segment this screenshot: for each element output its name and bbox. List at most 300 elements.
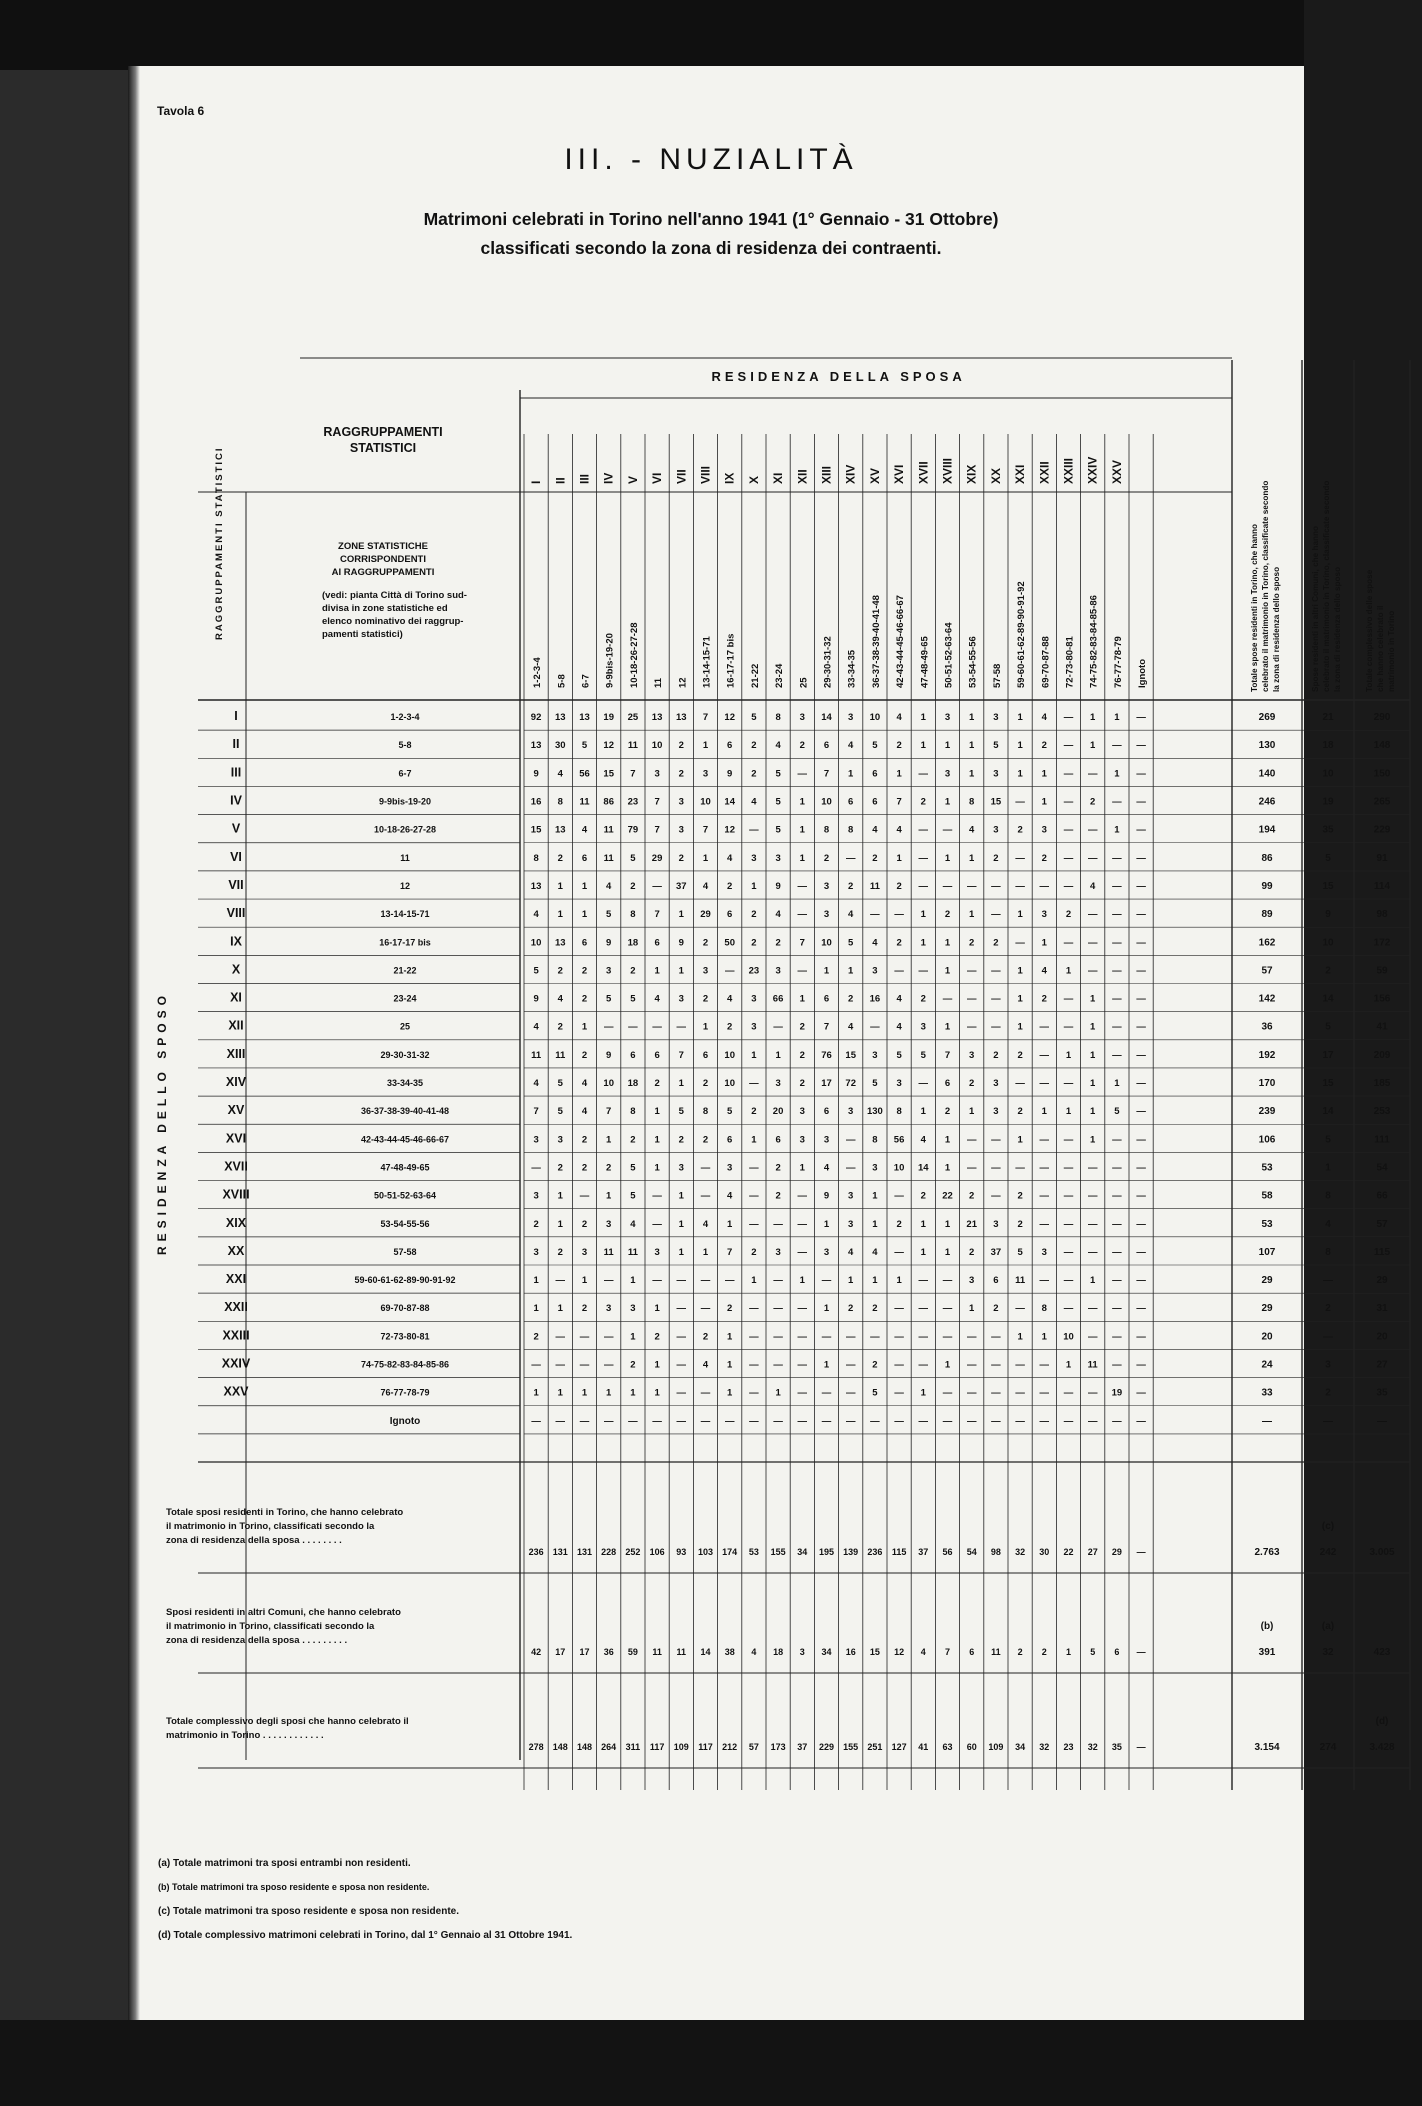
col-zone-label: 25 (798, 677, 810, 688)
table-cell: — (628, 1415, 638, 1427)
table-cell: 1 (606, 1134, 612, 1146)
table-cell: 6 (654, 937, 660, 949)
col-zone-label: 1-2-3-4 (532, 657, 544, 688)
table-cell: 1 (920, 909, 926, 921)
table-cell: — (676, 1415, 687, 1427)
footer-cell: 5 (1090, 1647, 1096, 1657)
table-cell: 7 (727, 1246, 733, 1258)
row-zone-label: 29-30-31-32 (380, 1049, 430, 1060)
row-total-cell: 239 (1258, 1106, 1276, 1118)
table-cell: — (870, 909, 880, 921)
table-cell: — (1136, 880, 1146, 892)
table-cell: 5 (581, 740, 588, 752)
row-group-label: XIV (225, 1075, 247, 1090)
table-cell: 2 (1017, 1049, 1023, 1061)
row-total-cell: 115 (1373, 1246, 1391, 1258)
table-cell: — (652, 1415, 662, 1427)
table-cell: 2 (993, 937, 999, 949)
footer-cell: 7 (944, 1647, 951, 1657)
side-header-2: Spose residenti in altri Comuni, che hanno (1311, 525, 1320, 692)
table-cell: 1 (1041, 796, 1047, 808)
footer-cell: 109 (988, 1742, 1004, 1752)
table-cell: — (652, 1218, 662, 1230)
table-cell: 8 (1041, 1303, 1047, 1315)
table-cell: 1 (727, 1331, 733, 1343)
table-cell: — (652, 880, 662, 892)
table-cell: — (845, 1162, 856, 1174)
footer-cell: — (1136, 1647, 1146, 1657)
table-cell: 1 (775, 1049, 781, 1061)
row-total-cell: 172 (1373, 937, 1391, 949)
table-cell: 3 (678, 824, 684, 836)
table-cell: — (555, 1415, 566, 1427)
table-cell: 11 (603, 852, 614, 864)
row-group-label: VI (230, 849, 242, 864)
table-cell: — (845, 1359, 856, 1371)
table-cell: 2 (872, 852, 878, 864)
table-cell: 15 (845, 1049, 856, 1061)
footer-cell: 34 (797, 1547, 808, 1557)
table-cell: — (603, 1415, 614, 1427)
col-zone-label: 23-24 (774, 663, 786, 688)
col-group-label: XI (771, 472, 786, 484)
table-cell: 4 (1090, 880, 1096, 892)
table-cell: 2 (533, 1331, 539, 1343)
table-cell: — (1063, 937, 1074, 949)
row-total-cell: 4 (1325, 1218, 1331, 1230)
row-total-cell: 5 (1325, 852, 1331, 864)
footer-cell: 148 (552, 1742, 568, 1752)
table-cell: 3 (533, 1190, 539, 1202)
row-total-cell: 98 (1376, 909, 1388, 921)
table-cell: — (1112, 1415, 1122, 1427)
row-total-cell: 24 (1261, 1359, 1273, 1371)
table-cell: 2 (630, 880, 636, 892)
table-cell: 5 (775, 768, 781, 780)
table-cell: 8 (775, 712, 781, 724)
table-cell: 4 (557, 993, 563, 1005)
table-cell: — (676, 1275, 687, 1287)
footer-cell: 1 (1065, 1647, 1072, 1657)
table-cell: 1 (654, 1106, 660, 1118)
table-cell: 8 (702, 1106, 709, 1118)
table-cell: — (1063, 796, 1074, 808)
row-total-cell: 99 (1261, 880, 1273, 892)
table-cell: — (1112, 1218, 1122, 1230)
table-cell: — (1112, 1359, 1122, 1371)
table-cell: 1 (702, 1021, 709, 1033)
table-cell: 8 (823, 824, 830, 836)
table-cell: — (1039, 1049, 1050, 1061)
table-cell: 1 (727, 1387, 733, 1399)
table-cell: 2 (606, 1162, 612, 1174)
table-cell: 2 (557, 1162, 563, 1174)
table-cell: 2 (727, 880, 733, 892)
table-cell: 2 (799, 1049, 805, 1061)
table-cell: 1 (799, 824, 805, 836)
table-cell: 3 (581, 1246, 588, 1258)
table-cell: 2 (993, 1049, 999, 1061)
footer-label-2: Sposi residenti in altri Comuni, che hanno celebrato (166, 1607, 401, 1618)
row-total-cell: 66 (1376, 1190, 1388, 1202)
side-header-3: Totale complessivo delle spose (1365, 569, 1374, 692)
footer-cell: 106 (649, 1547, 665, 1557)
table-cell: 5 (1114, 1106, 1120, 1118)
footer-label-3: matrimonio in Torino . . . . . . . . . . . . (166, 1730, 324, 1741)
head-raggruppamenti-2: STATISTICI (349, 441, 417, 455)
col-zone-label: 5-8 (556, 674, 568, 688)
table-cell: 2 (1041, 740, 1047, 752)
table-cell: 2 (775, 937, 781, 949)
row-total-cell: 111 (1374, 1134, 1390, 1146)
footer-label-1: Totale sposi residenti in Torino, che hanno celebrato (166, 1507, 404, 1518)
side-header-2: celebrato il matrimonio in Torino, classificate secondo (1322, 480, 1331, 692)
table-cell: — (1063, 768, 1074, 780)
footer-cell: 117 (649, 1742, 665, 1752)
table-cell: 1 (702, 740, 709, 752)
row-total-cell: — (1262, 1415, 1272, 1427)
row-group-label: XXII (224, 1300, 248, 1315)
table-cell: 4 (702, 880, 709, 892)
footer-cell: 103 (697, 1547, 714, 1557)
footer-cell: 117 (698, 1742, 713, 1752)
table-cell: 5 (920, 1049, 926, 1061)
col-zone-label: 69-70-87-88 (1040, 636, 1052, 688)
table-cell: 2 (557, 1246, 563, 1258)
table-cell: — (942, 1387, 953, 1399)
table-cell: — (966, 880, 977, 892)
table-cell: — (1087, 768, 1098, 780)
table-cell: 1 (1114, 824, 1120, 836)
footer-cell: 252 (625, 1547, 641, 1557)
table-cell: 9 (533, 993, 539, 1005)
table-cell: — (894, 1331, 904, 1343)
col-zone-label: 10-18-26-27-28 (628, 622, 640, 688)
table-cell: 2 (751, 937, 757, 949)
table-cell: — (652, 1275, 662, 1287)
table-cell: 20 (772, 1106, 784, 1118)
table-cell: 5 (872, 1387, 878, 1399)
table-cell: — (1063, 1218, 1074, 1230)
table-cell: 1 (944, 965, 951, 977)
table-cell: 6 (848, 796, 854, 808)
row-total-cell: 148 (1373, 740, 1391, 752)
table-cell: 10 (651, 740, 663, 752)
table-cell: — (1136, 1387, 1146, 1399)
table-cell: — (1015, 1078, 1025, 1090)
table-cell: — (1015, 1303, 1025, 1315)
table-cell: — (1087, 852, 1098, 864)
table-cell: 7 (944, 1049, 951, 1061)
row-total-cell: 53 (1261, 1218, 1273, 1230)
table-cell: — (894, 1387, 904, 1399)
table-cell: 2 (799, 1078, 805, 1090)
table-cell: 3 (606, 1218, 612, 1230)
table-cell: 1 (702, 1246, 709, 1258)
table-cell: — (1063, 1387, 1074, 1399)
table-cell: 1 (654, 1303, 660, 1315)
table-cell: — (894, 1359, 904, 1371)
row-total-cell: 8 (1325, 1246, 1331, 1258)
table-cell: — (870, 1415, 880, 1427)
table-cell: 1 (896, 768, 902, 780)
col-zone-label: 53-54-55-56 (967, 636, 979, 688)
table-cell: 11 (869, 880, 880, 892)
table-cell: — (1087, 1246, 1098, 1258)
table-cell: 7 (654, 824, 660, 836)
row-zone-label: 72-73-80-81 (380, 1331, 430, 1342)
row-zone-label: 25 (399, 1021, 411, 1032)
table-cell: — (1112, 1190, 1122, 1202)
col-group-label: VIII (698, 465, 713, 484)
row-total-cell: 20 (1376, 1331, 1388, 1343)
table-cell: 3 (896, 1078, 902, 1090)
table-cell: 2 (751, 1106, 757, 1118)
row-group-label: VIII (226, 906, 246, 921)
table-cell: — (1136, 740, 1146, 752)
table-cell: 1 (1017, 1134, 1023, 1146)
row-zone-label: 11 (400, 852, 410, 863)
table-cell: 9 (606, 1049, 612, 1061)
col-zone-label: Ignoto (1137, 658, 1149, 688)
table-cell: — (797, 1246, 808, 1258)
side-header-1: Totale spose residenti in Torino, che hanno (1250, 523, 1259, 692)
table-cell: 3 (993, 1218, 999, 1230)
table-cell: 3 (751, 1021, 757, 1033)
table-cell: 1 (872, 1275, 878, 1287)
table-cell: 1 (944, 1246, 951, 1258)
table-cell: 7 (823, 1021, 830, 1033)
table-cell: 7 (896, 796, 902, 808)
table-cell: — (1136, 1415, 1146, 1427)
table-cell: — (1039, 880, 1050, 892)
table-cell: — (700, 1275, 711, 1287)
row-group-label: I (234, 709, 238, 724)
table-cell: 3 (848, 1190, 854, 1202)
row-total-cell: 86 (1261, 852, 1273, 864)
row-total-cell: 5 (1325, 1021, 1331, 1033)
table-cell: 4 (823, 1162, 830, 1174)
table-cell: — (531, 1359, 541, 1371)
footer-cell: 131 (552, 1547, 568, 1557)
row-total-cell: 106 (1258, 1134, 1276, 1146)
table-cell: 1 (896, 1275, 902, 1287)
table-cell: 2 (751, 909, 757, 921)
footer-cell: 6 (969, 1647, 975, 1657)
table-cell: 2 (557, 965, 563, 977)
table-cell: 4 (872, 937, 878, 949)
table-cell: — (797, 1190, 808, 1202)
table-cell: 4 (848, 740, 854, 752)
table-cell: 3 (823, 1246, 830, 1258)
table-cell: 1 (727, 1359, 733, 1371)
side-header-1: la zona di residenza dello sposo (1272, 566, 1281, 692)
table-cell: — (918, 1303, 929, 1315)
table-cell: — (1112, 1303, 1122, 1315)
row-group-label: IX (230, 934, 242, 949)
table-cell: 1 (581, 880, 588, 892)
row-total-cell: 156 (1373, 993, 1391, 1005)
table-cell: — (1063, 993, 1074, 1005)
table-cell: — (773, 1021, 783, 1033)
footer-cell: 2 (1017, 1647, 1023, 1657)
table-cell: — (749, 1303, 759, 1315)
table-cell: 8 (848, 824, 854, 836)
table-cell: 1 (944, 852, 951, 864)
table-cell: 4 (727, 1190, 733, 1202)
footer-cell: 37 (797, 1742, 808, 1752)
table-cell: 18 (627, 1078, 639, 1090)
footer-cell: 173 (770, 1742, 786, 1752)
table-cell: 9 (775, 880, 781, 892)
col-group-label: XXIV (1085, 456, 1100, 484)
row-group-label: XXIV (221, 1356, 251, 1371)
row-total-cell: 142 (1258, 993, 1276, 1005)
table-cell: — (700, 1303, 711, 1315)
table-cell: 7 (799, 937, 805, 949)
table-cell: 2 (920, 1190, 926, 1202)
table-cell: — (797, 768, 808, 780)
footer-cell: — (1136, 1742, 1146, 1752)
table-cell: 37 (990, 1246, 1002, 1258)
col-zone-label: 11 (653, 677, 665, 688)
table-cell: — (797, 1218, 808, 1230)
col-group-label: XIX (964, 464, 979, 484)
footer-mark: (d) (1375, 1716, 1389, 1727)
table-cell: 7 (533, 1106, 539, 1118)
table-cell: 1 (678, 1218, 684, 1230)
table-cell: — (1112, 993, 1122, 1005)
table-cell: — (870, 1331, 880, 1343)
table-cell: 2 (678, 740, 684, 752)
table-cell: 10 (893, 1162, 905, 1174)
table-cell: 4 (606, 880, 612, 892)
col-zone-label: 47-48-49-65 (919, 636, 931, 688)
table-cell: 2 (557, 852, 563, 864)
table-cell: — (1015, 796, 1025, 808)
table-cell: — (1039, 1387, 1050, 1399)
table-cell: 1 (751, 1049, 757, 1061)
table-cell: — (1136, 1162, 1146, 1174)
table-cell: 2 (993, 1303, 999, 1315)
col-zone-label: 36-37-38-39-40-41-48 (870, 595, 882, 688)
table-cell: 3 (993, 768, 999, 780)
footer-cell: 63 (942, 1742, 953, 1752)
table-cell: — (773, 1415, 783, 1427)
table-cell: 1 (969, 712, 975, 724)
table-cell: — (676, 1021, 687, 1033)
table-cell: 3 (727, 1162, 733, 1174)
col-group-label: XII (795, 469, 810, 484)
table-cell: 2 (896, 937, 902, 949)
table-cell: 50 (724, 937, 735, 949)
table-cell: 12 (724, 712, 735, 724)
row-total-cell: 140 (1258, 768, 1276, 780)
table-cell: 9 (823, 1190, 830, 1202)
table-cell: 76 (821, 1049, 832, 1061)
col-group-label: XV (867, 467, 882, 484)
table-cell: — (1112, 1021, 1122, 1033)
row-total-cell: 31 (1376, 1303, 1388, 1315)
table-cell: 1 (1041, 1331, 1047, 1343)
col-group-header: RESIDENZA DELLA SPOSA (711, 369, 966, 384)
table-cell: — (1136, 768, 1146, 780)
row-total-cell: 246 (1258, 796, 1276, 808)
table-cell: 2 (678, 768, 684, 780)
table-cell: — (1136, 1275, 1146, 1287)
table-cell: 1 (557, 1303, 563, 1315)
row-group-label: X (231, 962, 241, 977)
row-total-cell: 10 (1322, 768, 1334, 780)
footer-total-cell: 242 (1319, 1547, 1337, 1558)
side-header-3: che hanno celebrato il (1376, 605, 1385, 692)
table-cell: 10 (869, 712, 881, 724)
footer-cell: 57 (748, 1742, 759, 1752)
table-cell: — (1063, 1078, 1074, 1090)
table-cell: — (579, 1415, 590, 1427)
table-cell: 6 (993, 1275, 999, 1287)
table-cell: 4 (896, 1021, 902, 1033)
table-cell: — (724, 965, 735, 977)
table-cell: 1 (581, 1387, 588, 1399)
head-raggruppamenti: RAGGRUPPAMENTI (323, 425, 443, 439)
table-cell: 2 (702, 937, 709, 949)
table-cell: — (724, 1275, 735, 1287)
table-cell: — (942, 880, 953, 892)
table-cell: 7 (702, 824, 709, 836)
row-zone-label: 36-37-38-39-40-41-48 (360, 1106, 450, 1117)
footer-cell: 251 (867, 1742, 883, 1752)
row-zone-label: 47-48-49-65 (380, 1162, 430, 1173)
row-total-cell: 2 (1325, 965, 1331, 977)
row-total-cell: 114 (1373, 880, 1391, 892)
table-cell: 3 (775, 1078, 781, 1090)
row-zone-label: 23-24 (393, 993, 417, 1004)
subtitle-line-2: classificati secondo la zona di residenza dei contraenti. (480, 238, 942, 258)
row-group-label: XVIII (222, 1187, 250, 1202)
footer-mark: (a) (1321, 1621, 1335, 1632)
table-cell: 1 (944, 1218, 951, 1230)
footer-mark: (b) (1260, 1621, 1274, 1632)
row-zone-label: 74-75-82-83-84-85-86 (360, 1359, 450, 1370)
table-cell: 2 (557, 1021, 563, 1033)
table-cell: 2 (1090, 796, 1096, 808)
table-cell: — (773, 1359, 783, 1371)
table-cell: 1 (823, 1359, 830, 1371)
table-cell: — (1136, 1134, 1146, 1146)
row-total-cell: 170 (1258, 1078, 1276, 1090)
row-total-cell: 290 (1373, 712, 1391, 724)
table-cell: 4 (581, 1078, 588, 1090)
row-total-cell: 36 (1261, 1021, 1273, 1033)
row-total-cell: 59 (1376, 965, 1388, 977)
table-cell: 10 (1063, 1331, 1074, 1343)
table-cell: 1 (1090, 1275, 1096, 1287)
footer-label-1: zona di residenza della sposa . . . . . . . . (166, 1535, 342, 1546)
footer-cell: 32 (1015, 1547, 1026, 1557)
table-cell: 2 (581, 965, 588, 977)
table-cell: — (966, 1331, 977, 1343)
col-group-label: X (746, 475, 761, 484)
table-cell: 4 (969, 824, 975, 836)
row-total-cell: 1 (1325, 1162, 1331, 1174)
footer-cell: 17 (579, 1647, 590, 1657)
row-zone-label: 16-17-17 bis (379, 937, 431, 948)
table-cell: 4 (581, 1106, 588, 1118)
row-total-cell: 192 (1258, 1049, 1276, 1061)
table-cell: 3 (606, 965, 612, 977)
footer-cell: 155 (770, 1547, 786, 1557)
